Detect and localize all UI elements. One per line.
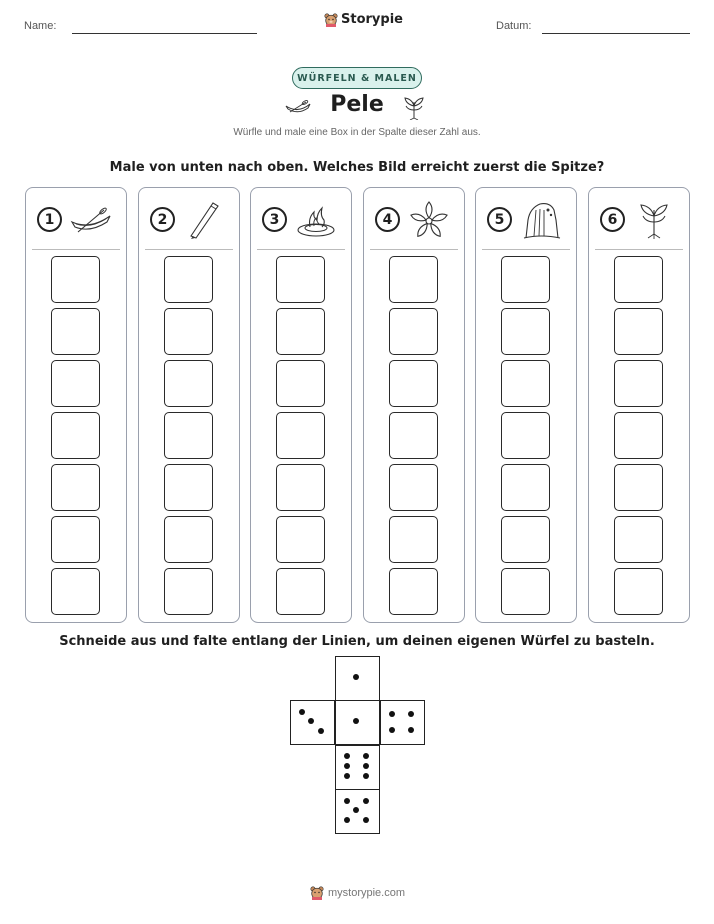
column-divider: [32, 249, 120, 250]
column-5: [475, 187, 577, 623]
column-number: 1: [37, 207, 62, 232]
column-3: [250, 187, 352, 623]
page-title: Pele: [330, 92, 384, 117]
column-divider: [257, 249, 345, 250]
column-2: [138, 187, 240, 623]
color-box[interactable]: [164, 360, 213, 407]
bear-icon: [310, 886, 324, 900]
date-line[interactable]: [542, 33, 690, 34]
dice-face-1: [335, 700, 380, 745]
color-box[interactable]: [276, 568, 325, 615]
pip: [344, 817, 350, 823]
column-divider: [595, 249, 683, 250]
flower-icon: [408, 200, 450, 240]
dice-instruction: Schneide aus und falte entlang der Linien, um deinen eigenen Würfel zu basteln.: [59, 634, 655, 649]
column-number: 6: [600, 207, 625, 232]
pip: [353, 718, 359, 724]
color-box[interactable]: [614, 308, 663, 355]
color-box[interactable]: [276, 256, 325, 303]
subtitle: Würfle und male eine Box in der Spalte dieser Zahl aus.: [233, 127, 481, 138]
color-box[interactable]: [389, 568, 438, 615]
coloring-instruction: Male von unten nach oben. Welches Bild erreicht zuerst die Spitze?: [109, 160, 605, 175]
color-box[interactable]: [389, 308, 438, 355]
pencil-icon: [183, 200, 225, 240]
column-divider: [482, 249, 570, 250]
color-box[interactable]: [389, 464, 438, 511]
color-box[interactable]: [501, 412, 550, 459]
color-box[interactable]: [51, 516, 100, 563]
pip: [353, 674, 359, 680]
color-box[interactable]: [164, 308, 213, 355]
color-box[interactable]: [389, 360, 438, 407]
column-1: [25, 187, 127, 623]
color-box[interactable]: [276, 360, 325, 407]
pip: [363, 753, 369, 759]
color-box[interactable]: [501, 516, 550, 563]
pip: [408, 727, 414, 733]
canoe-icon: [70, 200, 112, 240]
column-6: [588, 187, 690, 623]
pip: [344, 753, 350, 759]
column-divider: [370, 249, 458, 250]
color-box[interactable]: [276, 464, 325, 511]
activity-badge: WÜRFELN & MALEN: [292, 67, 422, 89]
column-number: 5: [487, 207, 512, 232]
dice-face-6: [335, 745, 380, 790]
pip: [363, 817, 369, 823]
color-box[interactable]: [164, 516, 213, 563]
color-box[interactable]: [614, 256, 663, 303]
sprout-icon: [400, 94, 428, 120]
footer: [310, 886, 405, 900]
color-box[interactable]: [51, 568, 100, 615]
name-label: Name:: [24, 20, 57, 32]
column-divider: [145, 249, 233, 250]
dice-face-5: [335, 789, 380, 834]
pip: [344, 773, 350, 779]
column-number: 3: [262, 207, 287, 232]
date-label: Datum:: [496, 20, 532, 32]
storypie-logo: [324, 12, 403, 27]
column-4: [363, 187, 465, 623]
color-box[interactable]: [501, 568, 550, 615]
color-box[interactable]: [276, 412, 325, 459]
color-box[interactable]: [164, 568, 213, 615]
pip: [299, 709, 305, 715]
color-box[interactable]: [51, 412, 100, 459]
pip: [389, 711, 395, 717]
color-box[interactable]: [614, 516, 663, 563]
pip: [353, 807, 359, 813]
color-box[interactable]: [164, 256, 213, 303]
pip: [363, 798, 369, 804]
sprout-icon: [633, 200, 675, 240]
pip: [344, 763, 350, 769]
color-box[interactable]: [51, 464, 100, 511]
color-box[interactable]: [276, 308, 325, 355]
pip: [308, 718, 314, 724]
color-box[interactable]: [389, 412, 438, 459]
color-box[interactable]: [389, 516, 438, 563]
color-box[interactable]: [51, 256, 100, 303]
dice-face-4: [380, 700, 425, 745]
color-box[interactable]: [614, 360, 663, 407]
column-number: 4: [375, 207, 400, 232]
color-box[interactable]: [51, 360, 100, 407]
color-box[interactable]: [614, 464, 663, 511]
color-box[interactable]: [501, 464, 550, 511]
color-box[interactable]: [501, 256, 550, 303]
footer-url[interactable]: mystorypie.com: [328, 887, 406, 899]
pip: [389, 727, 395, 733]
name-line[interactable]: [72, 33, 257, 34]
pip: [363, 773, 369, 779]
bear-icon: [324, 13, 338, 27]
color-box[interactable]: [164, 464, 213, 511]
pip: [363, 763, 369, 769]
dice-face-3: [290, 700, 335, 745]
color-box[interactable]: [614, 568, 663, 615]
dice-face-1: [335, 656, 380, 701]
color-box[interactable]: [164, 412, 213, 459]
color-box[interactable]: [501, 308, 550, 355]
color-box[interactable]: [501, 360, 550, 407]
brand-name: Storypie: [341, 12, 403, 27]
pip: [318, 728, 324, 734]
color-box[interactable]: [51, 308, 100, 355]
color-box[interactable]: [614, 412, 663, 459]
pip: [344, 798, 350, 804]
column-number: 2: [150, 207, 175, 232]
color-box[interactable]: [389, 256, 438, 303]
pip: [408, 711, 414, 717]
fire-pit-icon: [295, 200, 337, 240]
waterfall-icon: [520, 200, 562, 240]
color-box[interactable]: [276, 516, 325, 563]
